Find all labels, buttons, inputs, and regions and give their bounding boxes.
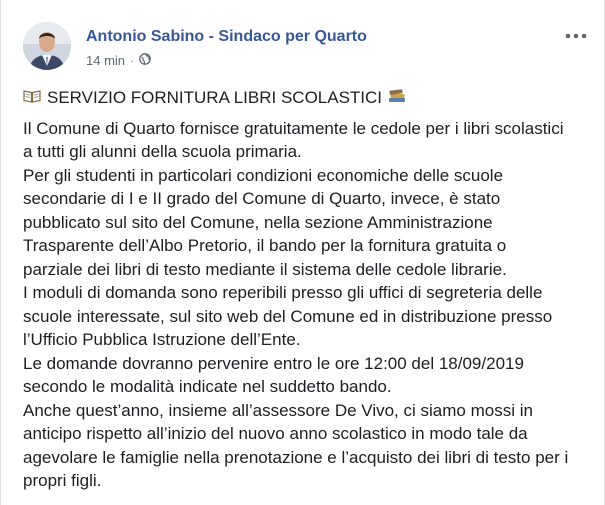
post-text-line-12: secondo le modalità indicate nel suddetto bando. <box>23 377 392 396</box>
profile-photo-icon <box>23 22 71 70</box>
post-text-line-3: Per gli studenti in particolari condizioni economiche delle scuole <box>23 165 504 185</box>
open-book-icon <box>23 86 41 110</box>
post-text-line-10: l’Ufficio Pubblica Istruzione dell’Ente. <box>23 330 301 349</box>
post-text-line-14: anticipo rispetto all’inizio del nuovo anno scolastico in modo tale da <box>23 424 528 443</box>
post-text-line-13: Anche quest’anno, insieme all’assessore De Vivo, ci siamo mossi in <box>23 400 533 420</box>
meta-separator: · <box>130 53 135 68</box>
post-timestamp[interactable]: 14 min <box>86 53 126 68</box>
post-text-line-7: parziale dei libri di testo mediante il sistema delle cedole librarie. <box>23 259 507 279</box>
post-title: SERVIZIO FORNITURA LIBRI SCOLASTICI <box>47 88 383 107</box>
post-text-line-15: agevolare le famiglie nella prenotazione e l’acquisto dei libri di testo per i <box>23 447 569 467</box>
post-text-line-8: I moduli di domanda sono reperibili presso gli uffici di segreteria delle <box>23 283 543 302</box>
more-options-icon[interactable] <box>562 26 590 46</box>
post-text-line-5: pubblicato sul sito del Comune, nella sezione Amministrazione <box>23 212 493 232</box>
post-text-line-2: a tutti gli alunni della scuola primaria. <box>23 142 302 161</box>
books-stack-icon <box>388 86 406 110</box>
post-body <box>23 86 598 493</box>
post-text-line-11: Le domande dovranno pervenire entro le ore 12:00 del 18/09/2019 <box>23 353 524 373</box>
author-name[interactable]: Antonio Sabino - Sindaco per Quarto <box>86 28 367 45</box>
post-text-line-6: Trasparente dell’Albo Pretorio, il bando per la fornitura gratuita o <box>23 236 507 255</box>
avatar[interactable] <box>23 22 71 70</box>
post-header <box>23 22 590 76</box>
post-text-line-1: Il Comune di Quarto fornisce gratuitamente le cedole per i libri scolastici <box>23 118 564 138</box>
post-meta <box>86 53 151 68</box>
globe-icon[interactable] <box>139 53 151 68</box>
post-title-line <box>23 86 598 110</box>
post-text-line-9: scuole interessate, sul sito web del Comune ed in distribuzione presso <box>23 306 553 326</box>
post-text-line-16: propri figli. <box>23 471 102 490</box>
post-text-line-4: secondarie di I e II grado del Comune di Quarto, invece, è stato <box>23 189 501 208</box>
